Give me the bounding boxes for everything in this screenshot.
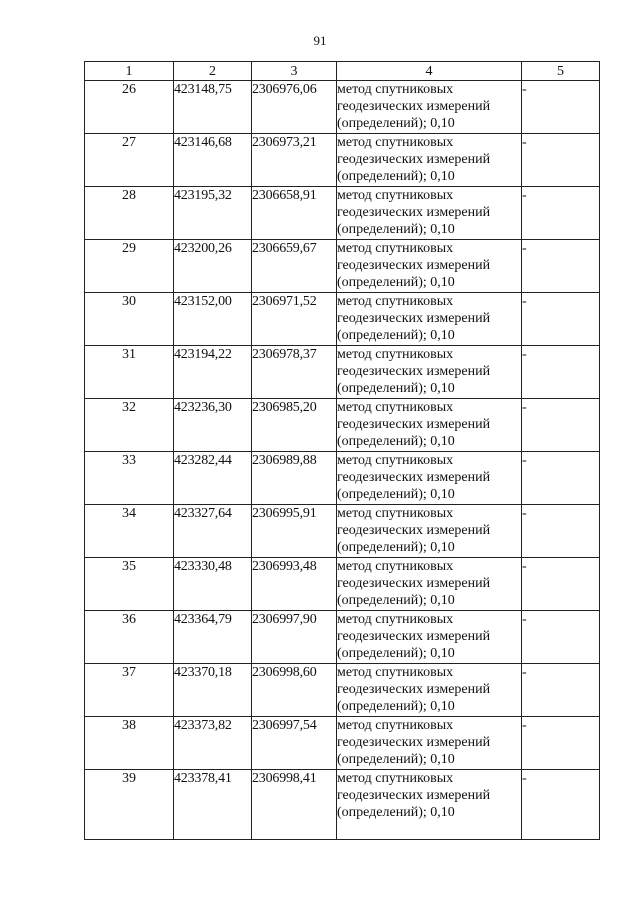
coordinate-y: 2306997,54	[252, 717, 337, 770]
method-line: метод спутниковых	[337, 135, 454, 150]
note-value: -	[522, 293, 600, 346]
method-line: геодезических измерений	[337, 99, 491, 114]
table-row	[85, 293, 600, 346]
point-number: 32	[85, 399, 174, 452]
coordinate-y: 2306971,52	[252, 293, 337, 346]
point-number: 33	[85, 452, 174, 505]
method-line: геодезических измерений	[337, 576, 491, 591]
method-description	[337, 346, 522, 399]
coordinate-x: 423378,41	[174, 770, 252, 840]
coordinate-x: 423236,30	[174, 399, 252, 452]
method-description	[337, 187, 522, 240]
note-value: -	[522, 558, 600, 611]
method-line: (определений); 0,10	[337, 752, 455, 767]
coordinate-x: 423330,48	[174, 558, 252, 611]
coordinate-y: 2306995,91	[252, 505, 337, 558]
method-description	[337, 240, 522, 293]
table-row	[85, 399, 600, 452]
coordinates-table	[84, 61, 600, 840]
note-value: -	[522, 664, 600, 717]
method-line: метод спутниковых	[337, 82, 454, 97]
method-line: (определений); 0,10	[337, 116, 455, 131]
note-value: -	[522, 134, 600, 187]
table-row	[85, 664, 600, 717]
coordinate-x: 423146,68	[174, 134, 252, 187]
coordinate-y: 2306998,41	[252, 770, 337, 840]
note-value: -	[522, 611, 600, 664]
point-number: 39	[85, 770, 174, 840]
method-line: метод спутниковых	[337, 612, 454, 627]
method-line: геодезических измерений	[337, 417, 491, 432]
table-row	[85, 240, 600, 293]
coordinate-x: 423373,82	[174, 717, 252, 770]
method-line: метод спутниковых	[337, 453, 454, 468]
method-line: геодезических измерений	[337, 523, 491, 538]
table-row	[85, 611, 600, 664]
note-value: -	[522, 452, 600, 505]
table-row	[85, 187, 600, 240]
method-line: геодезических измерений	[337, 470, 491, 485]
coordinate-y: 2306985,20	[252, 399, 337, 452]
method-line: метод спутниковых	[337, 506, 454, 521]
method-line: (определений); 0,10	[337, 434, 455, 449]
coordinate-y: 2306989,88	[252, 452, 337, 505]
method-line: геодезических измерений	[337, 364, 491, 379]
coordinate-y: 2306993,48	[252, 558, 337, 611]
point-number: 28	[85, 187, 174, 240]
table-row	[85, 770, 600, 840]
method-line: геодезических измерений	[337, 258, 491, 273]
method-line: (определений); 0,10	[337, 328, 455, 343]
coordinate-y: 2306973,21	[252, 134, 337, 187]
method-line: (определений); 0,10	[337, 593, 455, 608]
coordinate-y: 2306978,37	[252, 346, 337, 399]
method-description	[337, 505, 522, 558]
method-description	[337, 399, 522, 452]
method-line: метод спутниковых	[337, 559, 454, 574]
point-number: 37	[85, 664, 174, 717]
header-col-1: 1	[85, 62, 174, 81]
method-line: (определений); 0,10	[337, 169, 455, 184]
method-line: (определений); 0,10	[337, 805, 455, 820]
point-number: 34	[85, 505, 174, 558]
coordinate-y: 2306976,06	[252, 81, 337, 134]
method-line: (определений); 0,10	[337, 381, 455, 396]
point-number: 38	[85, 717, 174, 770]
note-value: -	[522, 717, 600, 770]
method-line: (определений); 0,10	[337, 275, 455, 290]
method-description	[337, 293, 522, 346]
method-line: метод спутниковых	[337, 241, 454, 256]
table-row	[85, 558, 600, 611]
method-line: геодезических измерений	[337, 788, 491, 803]
point-number: 36	[85, 611, 174, 664]
method-line: геодезических измерений	[337, 152, 491, 167]
method-description	[337, 81, 522, 134]
note-value: -	[522, 346, 600, 399]
coordinate-x: 423370,18	[174, 664, 252, 717]
header-row	[85, 62, 600, 81]
method-description	[337, 452, 522, 505]
method-line: геодезических измерений	[337, 205, 491, 220]
table-row	[85, 717, 600, 770]
header-col-3: 3	[252, 62, 337, 81]
point-number: 35	[85, 558, 174, 611]
table-row	[85, 134, 600, 187]
point-number: 27	[85, 134, 174, 187]
note-value: -	[522, 81, 600, 134]
method-description	[337, 717, 522, 770]
method-line: метод спутниковых	[337, 400, 454, 415]
note-value: -	[522, 770, 600, 840]
table-body	[85, 81, 600, 840]
method-line: метод спутниковых	[337, 718, 454, 733]
table-row	[85, 346, 600, 399]
point-number: 26	[85, 81, 174, 134]
point-number: 31	[85, 346, 174, 399]
method-line: геодезических измерений	[337, 629, 491, 644]
method-line: метод спутниковых	[337, 188, 454, 203]
method-line: метод спутниковых	[337, 665, 454, 680]
note-value: -	[522, 240, 600, 293]
header-col-2: 2	[174, 62, 252, 81]
method-line: метод спутниковых	[337, 294, 454, 309]
coordinate-x: 423195,32	[174, 187, 252, 240]
method-line: (определений); 0,10	[337, 699, 455, 714]
coordinate-x: 423327,64	[174, 505, 252, 558]
note-value: -	[522, 187, 600, 240]
method-line: (определений); 0,10	[337, 646, 455, 661]
method-description	[337, 134, 522, 187]
method-description	[337, 770, 522, 840]
table-row	[85, 452, 600, 505]
page-number: 91	[313, 33, 327, 48]
method-line: (определений); 0,10	[337, 222, 455, 237]
coordinate-x: 423148,75	[174, 81, 252, 134]
coordinate-x: 423282,44	[174, 452, 252, 505]
header-col-4: 4	[337, 62, 522, 81]
header-col-5: 5	[522, 62, 600, 81]
method-line: (определений); 0,10	[337, 487, 455, 502]
method-line: геодезических измерений	[337, 311, 491, 326]
method-description	[337, 558, 522, 611]
coordinate-x: 423152,00	[174, 293, 252, 346]
method-line: геодезических измерений	[337, 735, 491, 750]
point-number: 29	[85, 240, 174, 293]
note-value: -	[522, 505, 600, 558]
method-line: (определений); 0,10	[337, 540, 455, 555]
method-line: метод спутниковых	[337, 771, 454, 786]
coordinate-y: 2306998,60	[252, 664, 337, 717]
note-value: -	[522, 399, 600, 452]
method-description	[337, 611, 522, 664]
method-line: метод спутниковых	[337, 347, 454, 362]
method-description	[337, 664, 522, 717]
coordinate-x: 423194,22	[174, 346, 252, 399]
coordinate-x: 423364,79	[174, 611, 252, 664]
coordinate-y: 2306658,91	[252, 187, 337, 240]
table-row	[85, 81, 600, 134]
coordinate-y: 2306997,90	[252, 611, 337, 664]
table-row	[85, 505, 600, 558]
point-number: 30	[85, 293, 174, 346]
coordinate-y: 2306659,67	[252, 240, 337, 293]
method-line: геодезических измерений	[337, 682, 491, 697]
coordinate-x: 423200,26	[174, 240, 252, 293]
